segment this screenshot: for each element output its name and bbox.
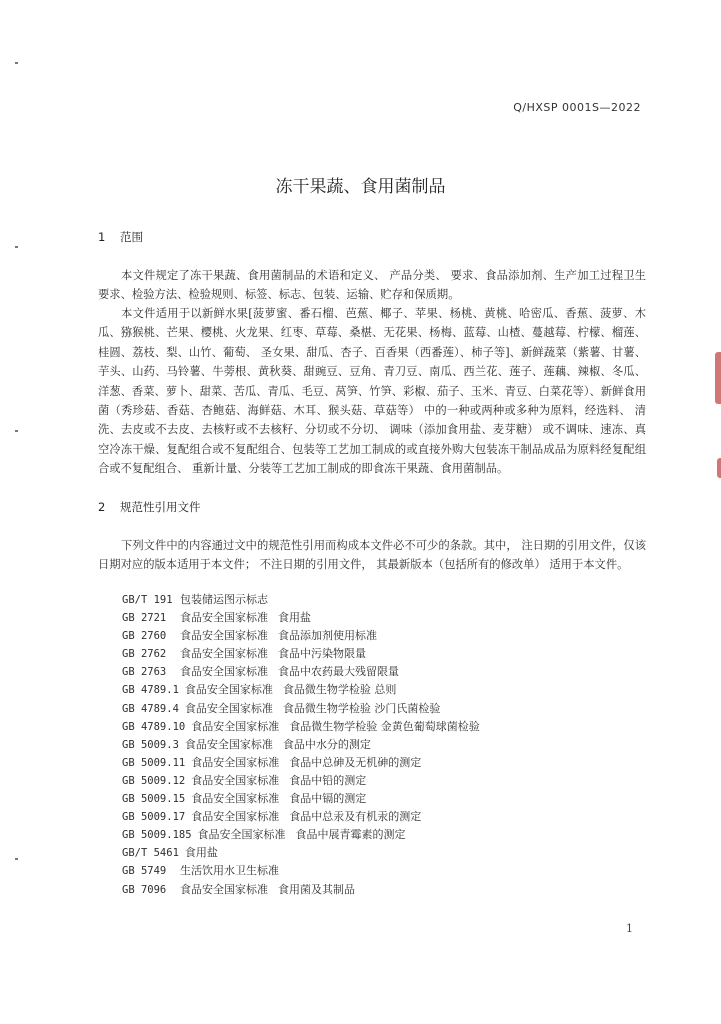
section-1-number: 1 (98, 230, 106, 244)
reference-title: 食品安全国家标准 (184, 737, 273, 751)
page-number: 1 (626, 922, 633, 935)
reference-code: GB 4789.1 (122, 684, 179, 697)
reference-list (122, 591, 480, 899)
reference-title: 食品安全国家标准 (191, 792, 280, 806)
reference-code: GB 5009.12 (122, 774, 186, 787)
reference-title: 食品安全国家标准 (191, 773, 280, 787)
reference-item (122, 862, 480, 880)
reference-code: GB 2760 (122, 630, 167, 643)
reference-subject: 食品微生物学检验 总则 (282, 683, 397, 697)
reference-title: 食品安全国家标准 (180, 629, 268, 643)
reference-title: 食品安全国家标准 (180, 647, 268, 661)
reference-item (122, 645, 480, 663)
reference-subject: 食品中展青霉素的测定 (295, 828, 406, 842)
reference-subject: 食品微生物学检验 沙门氏菌检验 (282, 701, 441, 715)
reference-item (122, 700, 480, 718)
section-1-title: 范围 (120, 230, 143, 244)
seal-stamp-edge (717, 458, 721, 478)
reference-item (122, 663, 480, 681)
reference-subject: 食用盐 (278, 611, 311, 625)
section-1-paragraph-1: 本文件规定了冻干果蔬、食用菌制品的术语和定义、 产品分类、 要求、食品添加剂、生产加工过程卫生要求、检验方法、检验规则、标签、标志、包装、运输、贮存和保质期。 (98, 269, 646, 302)
document-code: Q/HXSP 0001S—2022 (513, 101, 641, 114)
reference-title: 食品安全国家标准 (184, 701, 273, 715)
reference-code: GB 5749 (122, 865, 167, 878)
reference-item (122, 844, 480, 862)
reference-item (122, 826, 480, 844)
reference-item (122, 718, 480, 736)
reference-subject: 食品中污染物限量 (278, 647, 366, 661)
reference-code: GB 5009.17 (122, 811, 186, 824)
reference-code: GB 5009.3 (122, 738, 179, 751)
section-2-heading (98, 499, 201, 515)
reference-subject: 食品中总汞及有机汞的测定 (289, 810, 422, 824)
reference-title: 食品安全国家标准 (184, 683, 273, 697)
reference-code: GB 4789.10 (122, 720, 186, 733)
reference-item (122, 808, 480, 826)
reference-subject: 食用菌及其制品 (278, 882, 355, 896)
seal-stamp-edge (715, 352, 721, 404)
reference-code: GB 2762 (122, 648, 167, 661)
section-2-paragraph: 下列文件中的内容通过文中的规范性引用而构成本文件必不可少的条款。其中， 注日期的引用文件，仅该日期对应的版本适用于本文件； 不注日期的引用文件， 其最新版本（包括所有的修改单） 适用于本文件。 (98, 539, 646, 572)
scan-mark (15, 246, 18, 248)
reference-item (122, 790, 480, 808)
reference-code: GB 5009.185 (122, 829, 192, 842)
reference-subject: 食品微生物学检验 金黄色葡萄球菌检验 (289, 719, 480, 733)
reference-subject: 食品中铅的测定 (289, 773, 367, 787)
reference-title: 食品安全国家标准 (180, 665, 268, 679)
reference-title: 食品安全国家标准 (197, 828, 286, 842)
scan-mark (15, 858, 18, 860)
reference-subject: 食品中总砷及无机砷的测定 (289, 755, 422, 769)
section-1-heading (98, 229, 143, 245)
scan-mark (15, 430, 18, 432)
reference-item (122, 772, 480, 790)
reference-code: GB 2763 (122, 666, 167, 679)
section-2-number: 2 (98, 500, 106, 514)
section-1-paragraph-2: 本文件适用于以新鲜水果[菠萝蜜、番石榴、芭蕉、椰子、苹果、杨桃、黄桃、哈密瓜、香蕉、菠萝、木瓜、猕猴桃、芒果、樱桃、火龙果、红枣、草莓、桑椹、无花果、杨梅、蓝莓、山楂、蔓越莓、柠檬、榴莲、桂圆、荔枝、梨、山竹、葡萄、 圣女果、甜瓜、杏子、百香果（西番莲）、柿子等]、新鲜蔬菜（紫薯、甘薯、芋头、山药、马铃薯、牛蒡根、黄秋葵、甜豌豆、豆角、青刀豆、南瓜、西兰花、莲子、莲藕、辣椒、冬瓜、洋葱、香菜、萝卜、甜菜、苦瓜、青瓜、毛豆、莴笋、竹笋、彩椒、茄子、玉米、青豆、白菜花等）、新鲜食用菌（秀珍菇、香菇、杏鲍菇、海鲜菇、木耳、猴头菇、草菇等） 中的一种或两种或多种为原料，经选料、 清洗、去皮或不去皮、去核籽或不去核籽、分切或不分切、 调味（添加食用盐、麦芽糖） 或不调味、速冻、真空冷冻干燥、复配组合或不复配组合、包装等工艺加工制成的或直接外购大包装冻干制品成品为原料经复配组合或不复配组合、 重新计量、分装等工艺加工制成的即食冻干果蔬、食用菌制品。 (98, 307, 646, 476)
reference-subject: 食品中镉的测定 (289, 792, 367, 806)
reference-code: GB/T 5461 (122, 847, 179, 860)
scan-mark (15, 62, 18, 64)
section-2-title: 规范性引用文件 (120, 500, 201, 514)
reference-title: 食品安全国家标准 (180, 611, 268, 625)
reference-item (122, 609, 480, 627)
reference-title: 包装储运图示标志 (180, 593, 268, 606)
reference-item (122, 881, 480, 899)
reference-code: GB 7096 (122, 883, 167, 896)
reference-subject: 食品中农药最大残留限量 (278, 665, 399, 679)
reference-subject: 食品添加剂使用标准 (278, 629, 377, 643)
reference-code: GB 4789.4 (122, 702, 179, 715)
reference-item (122, 627, 480, 645)
page-title: 冻干果蔬、食用菌制品 (275, 177, 446, 197)
reference-code: GB 5009.15 (122, 793, 186, 806)
reference-code: GB 5009.11 (122, 756, 186, 769)
reference-code: GB 2721 (122, 612, 167, 625)
reference-title: 食品安全国家标准 (180, 882, 268, 896)
reference-title: 食品安全国家标准 (191, 755, 280, 769)
reference-item (122, 736, 480, 754)
reference-item (122, 591, 480, 609)
reference-code: GB/T 191 (122, 594, 173, 606)
reference-title: 食用盐 (184, 846, 218, 860)
reference-subject: 食品中水分的测定 (282, 737, 371, 751)
reference-title: 食品安全国家标准 (191, 719, 280, 733)
reference-item (122, 681, 480, 699)
reference-title: 生活饮用水卫生标准 (180, 864, 279, 878)
reference-item (122, 754, 480, 772)
reference-title: 食品安全国家标准 (191, 810, 280, 824)
